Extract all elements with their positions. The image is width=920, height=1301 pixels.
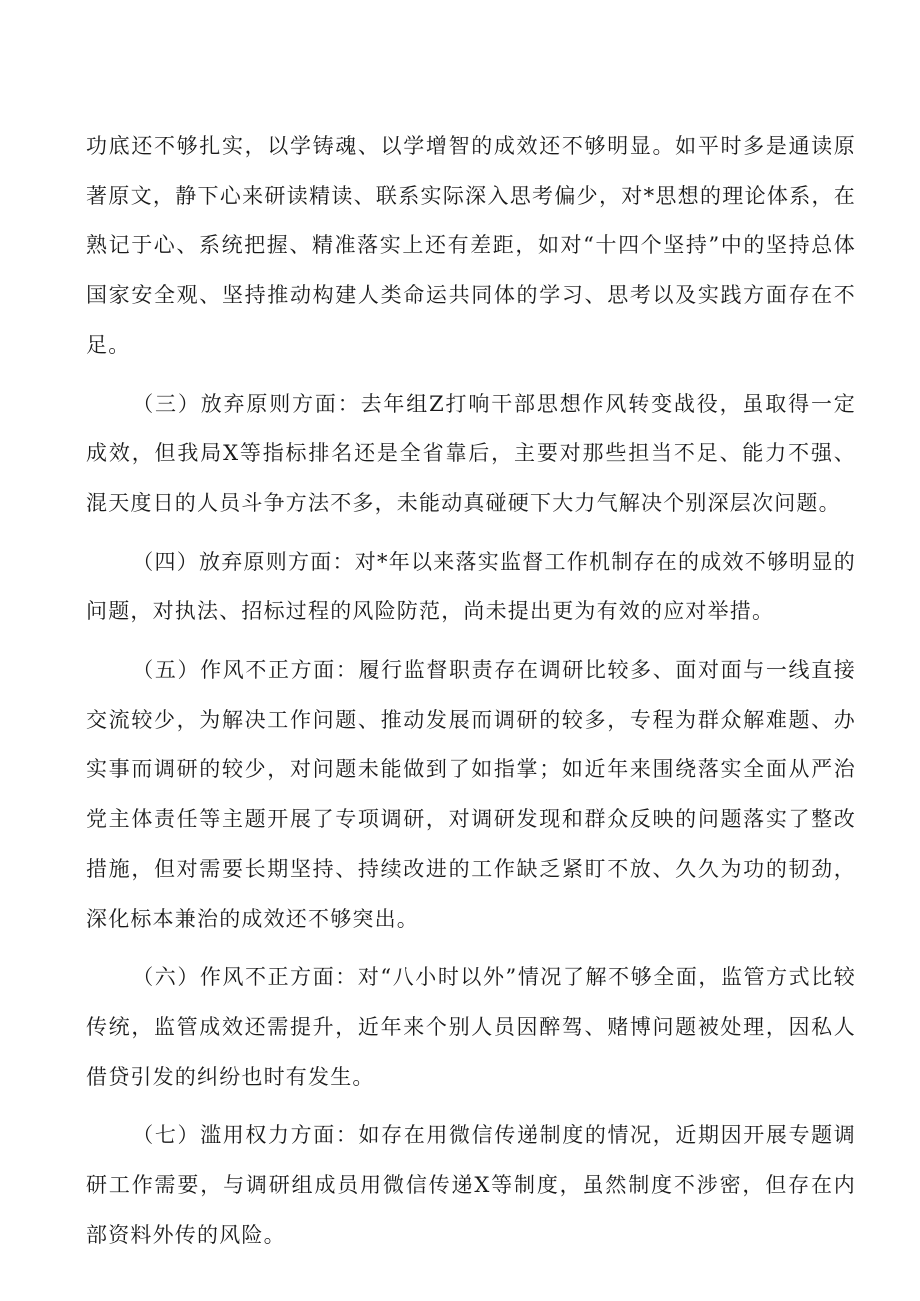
document-body — [86, 122, 856, 1269]
paragraph-section-3: （三）放弃原则方面：去年组Z打响干部思想作风转变战役，虽取得一定成效，但我局X等指标排名还是全省靠后，主要对那些担当不足、能力不强、混天度日的人员斗争方法不多，未能动真碰硬下大力气解决个别深层次问题。 — [86, 391, 856, 515]
paragraph-section-4: （四）放弃原则方面：对*年以来落实监督工作机制存在的成效不够明显的问题，对执法、招标过程的风险防范，尚未提出更为有效的应对举措。 — [86, 549, 856, 624]
paragraph-continuation: 功底还不够扎实，以学铸魂、以学增智的成效还不够明显。如平时多是通读原著原文，静下心来研读精读、联系实际深入思考偏少，对*思想的理论体系，在熟记于心、系统把握、精准落实上还有差距，如对“十四个坚持”中的坚持总体国家安全观、坚持推动构建人类命运共同体的学习、思考以及实践方面存在不足。 — [86, 134, 856, 357]
paragraph-section-6: （六）作风不正方面：对“八小时以外”情况了解不够全面，监管方式比较传统，监管成效还需提升，近年来个别人员因醉驾、赌博问题被处理，因私人借贷引发的纠纷也时有发生。 — [86, 965, 856, 1089]
paragraph-section-7: （七）滥用权力方面：如存在用微信传递制度的情况，近期因开展专题调研工作需要，与调研组成员用微信传递X等制度，虽然制度不涉密，但存在内部资料外传的风险。 — [86, 1123, 856, 1247]
paragraph-section-5: （五）作风不正方面：履行监督职责存在调研比较多、面对面与一线直接交流较少，为解决工作问题、推动发展而调研的较多，专程为群众解难题、办实事而调研的较少，对问题未能做到了如指掌；如近年来围绕落实全面从严治党主体责任等主题开展了专项调研，对调研发现和群众反映的问题落实了整改措施，但对需要长期坚持、持续改进的工作缺乏紧盯不放、久久为功的韧劲，深化标本兼治的成效还不够突出。 — [86, 658, 856, 931]
